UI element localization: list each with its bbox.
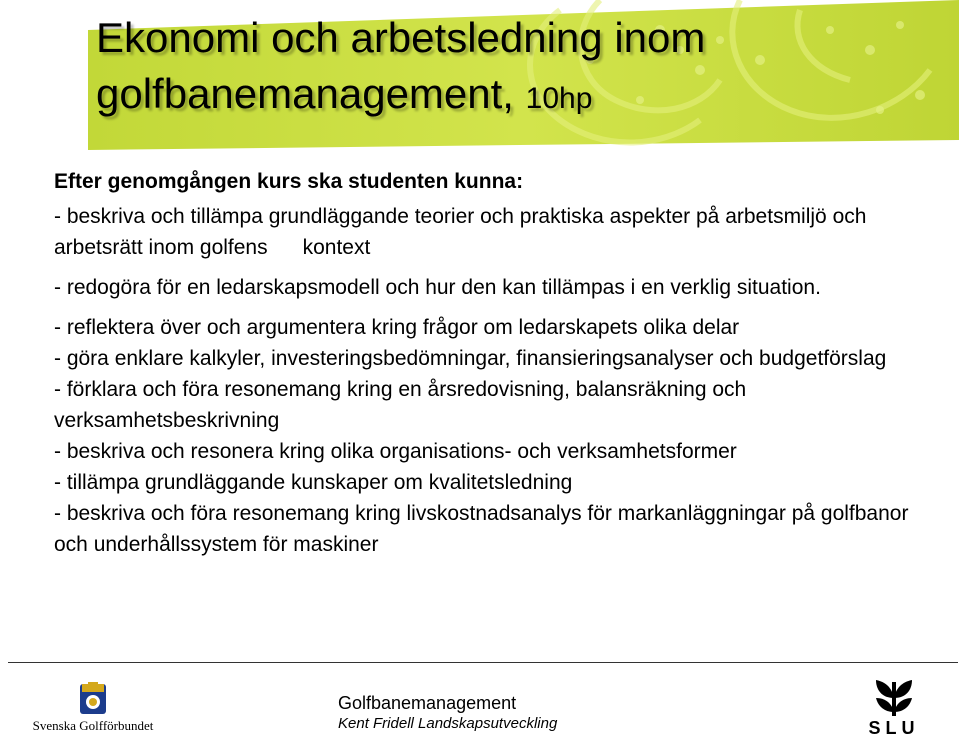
outcome-item: - redogöra för en ledarskapsmodell och hur den kan tillämpas i en verklig situation. xyxy=(54,276,821,299)
title-credits: 10hp xyxy=(525,82,593,115)
golf-federation-name: Svenska Golfförbundet xyxy=(32,718,154,733)
golf-federation-crest-icon xyxy=(18,682,168,718)
outcome-item: - förklara och föra resonemang kring en årsredovisning, balansräkning och verksamhetsbeskrivning xyxy=(54,378,747,432)
outcome-item: - beskriva och tillämpa grundläggande teorier och praktiska aspekter på arbetsmiljö och arbetsrätt inom golfens kontext xyxy=(54,205,873,259)
outcome-item: - beskriva och föra resonemang kring livskostnadsanalys för markanläggningar på golfbanor och underhållssystem för maskiner xyxy=(54,502,909,556)
slu-wordmark: SLU xyxy=(868,718,920,738)
title-band xyxy=(0,0,959,150)
svenska-golfforbundet-logo xyxy=(18,682,168,740)
footer-author: Kent Fridell Landskapsutveckling xyxy=(338,715,558,732)
outcome-item: - tillämpa grundläggande kunskaper om kvalitetsledning xyxy=(54,471,573,494)
footer-credits xyxy=(338,692,638,734)
slu-logo xyxy=(858,676,930,740)
outcome-item: - beskriva och resonera kring olika organisations- och verksamhetsformer xyxy=(54,440,737,463)
title-main: Ekonomi och arbetsledning inom golfbanemanagement, xyxy=(96,14,706,117)
outcome-item: - reflektera över och argumentera kring frågor om ledarskapets olika delar xyxy=(54,316,740,339)
footer-course-name: Golfbanemanagement xyxy=(338,693,517,713)
outcomes-heading: Efter genomgången kurs ska studenten kunna: xyxy=(54,170,524,193)
footer-divider xyxy=(8,662,958,663)
slu-leaf-icon xyxy=(858,676,930,718)
outcome-item: - göra enklare kalkyler, investeringsbedömningar, finansieringsanalyser och budgetförslag xyxy=(54,347,887,370)
learning-outcomes xyxy=(54,166,934,560)
slide-title xyxy=(96,10,916,127)
